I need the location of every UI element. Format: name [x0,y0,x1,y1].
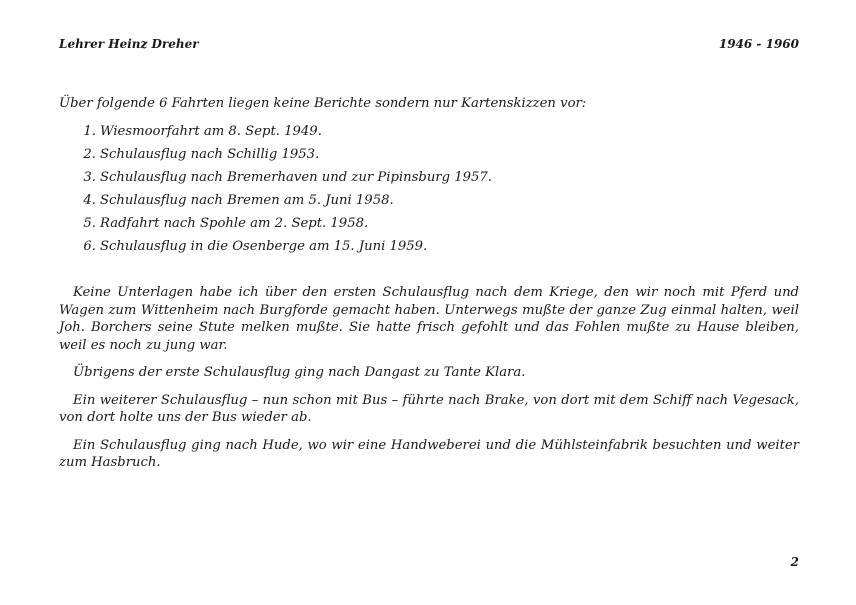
list-item-number: 1. [83,124,96,139]
list-item [59,192,799,215]
list-item-number: 2. [83,147,96,162]
header-date-range: 1946 - 1960 [718,37,799,51]
paragraph: Ein weiterer Schulausflug – nun schon mit Bus – führte nach Brake, von dort mit dem Schiff nach Vegesack, von dort holte uns der Bus wieder ab. [59,392,799,425]
list-item [59,238,799,261]
intro-text: Über folgende 6 Fahrten liegen keine Berichte sondern nur Kartenskizzen vor: [59,96,587,111]
header-author: Lehrer Heinz Dreher [59,37,199,51]
list-item-text: Schulausflug in die Osenberge am 15. Juni 1959. [100,239,428,254]
body-text [59,284,799,482]
list-item-text: Schulausflug nach Schillig 1953. [100,147,320,162]
paragraph: Ein Schulausflug ging nach Hude, wo wir eine Handweberei und die Mühlsteinfabrik besuchten und weiter zum Hasbruch. [59,437,799,470]
list-item [59,123,799,146]
list-item-number: 6. [83,239,96,254]
list-item-text: Schulausflug nach Bremen am 5. Juni 1958. [100,193,394,208]
paragraph: Keine Unterlagen habe ich über den ersten Schulausflug nach dem Kriege, den wir noch mit Pferd und Wagen zum Wittenheim nach Burgforde gemacht haben. Unterwegs mußte der ganze Zug einmal halten, weil Joh. Borchers seine Stute melken mußte. Sie hatte frisch gefohlt und das Fohlen mußte zu Hause bleiben, weil es noch zu jung war. [59,285,799,353]
list-item-number: 3. [83,170,96,185]
list-item-number: 5. [83,216,96,231]
trip-list [59,123,799,261]
list-item [59,215,799,238]
list-item-text: Radfahrt nach Spohle am 2. Sept. 1958. [100,216,369,231]
paragraph: Übrigens der erste Schulausflug ging nach Dangast zu Tante Klara. [73,365,526,380]
list-item-text: Wiesmoorfahrt am 8. Sept. 1949. [100,124,322,139]
page-number: 2 [790,555,799,569]
list-item-text: Schulausflug nach Bremerhaven und zur Pipinsburg 1957. [100,170,492,185]
list-item [59,146,799,169]
page-header [59,37,799,55]
list-item [59,169,799,192]
list-item-number: 4. [83,193,96,208]
